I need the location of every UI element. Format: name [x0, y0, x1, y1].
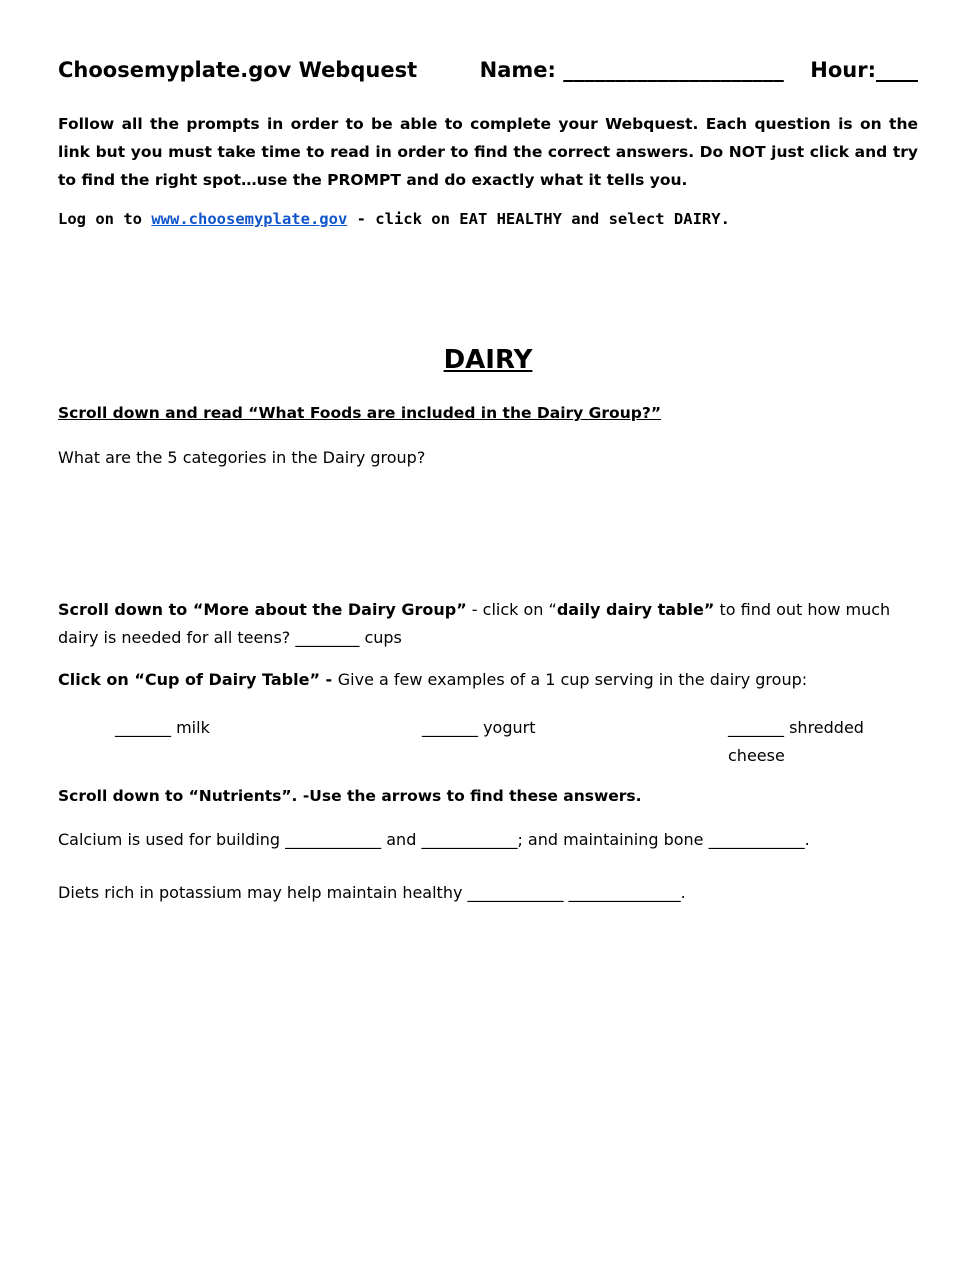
example-yogurt: _______ yogurt [422, 718, 536, 737]
section-title-dairy: DAIRY [443, 345, 533, 375]
dairy-subhead: Scroll down and read “What Foods are included in the Dairy Group?” [58, 404, 662, 422]
question-daily-dairy [58, 596, 918, 652]
question-potassium: Diets rich in potassium may help maintain healthy ____________ ______________. [58, 883, 686, 902]
q3-text: Give a few examples of a 1 cup serving in the dairy group: [337, 670, 808, 689]
q2-text-a: - click on “ [466, 600, 557, 619]
worksheet-title: Choosemyplate.gov Webquest [58, 58, 418, 82]
question-cup-examples [58, 670, 807, 689]
q2-bold-prompt: Scroll down to “More about the Dairy Group” [58, 600, 467, 619]
hour-field-label: Hour:____ [810, 58, 918, 82]
choosemyplate-link[interactable]: www.choosemyplate.gov [151, 210, 348, 228]
question-nutrients-prompt: Scroll down to “Nutrients”. -Use the arrows to find these answers. [58, 787, 642, 805]
name-field-label: Name: _____________________ [479, 58, 784, 82]
example-milk: _______ milk [115, 718, 210, 737]
logon-instruction [58, 210, 918, 228]
intro-instructions: Follow all the prompts in order to be able to complete your Webquest. Each question is on the link but you must take time to read in order to find the correct answers. Do NOT just click and try to find the right spot…use the PROMPT and do exactly what it tells you. [58, 115, 918, 189]
logon-prefix: Log on to [58, 210, 152, 228]
q3-bold-prompt: Click on “Cup of Dairy Table” - [58, 670, 338, 689]
worksheet-header [58, 58, 918, 82]
question-calcium: Calcium is used for building ____________ and ____________; and maintaining bone ____________. [58, 830, 810, 849]
example-shredded-cheese: _______ shredded cheese [728, 718, 864, 765]
q2-bold-table: daily dairy table” [556, 600, 715, 619]
q2-text-b: to find out how much dairy is needed for all teens? ________ cups [58, 600, 891, 647]
question-dairy-categories: What are the 5 categories in the Dairy group? [58, 448, 426, 467]
logon-suffix: - click on EAT HEALTHY and select DAIRY. [347, 210, 730, 228]
